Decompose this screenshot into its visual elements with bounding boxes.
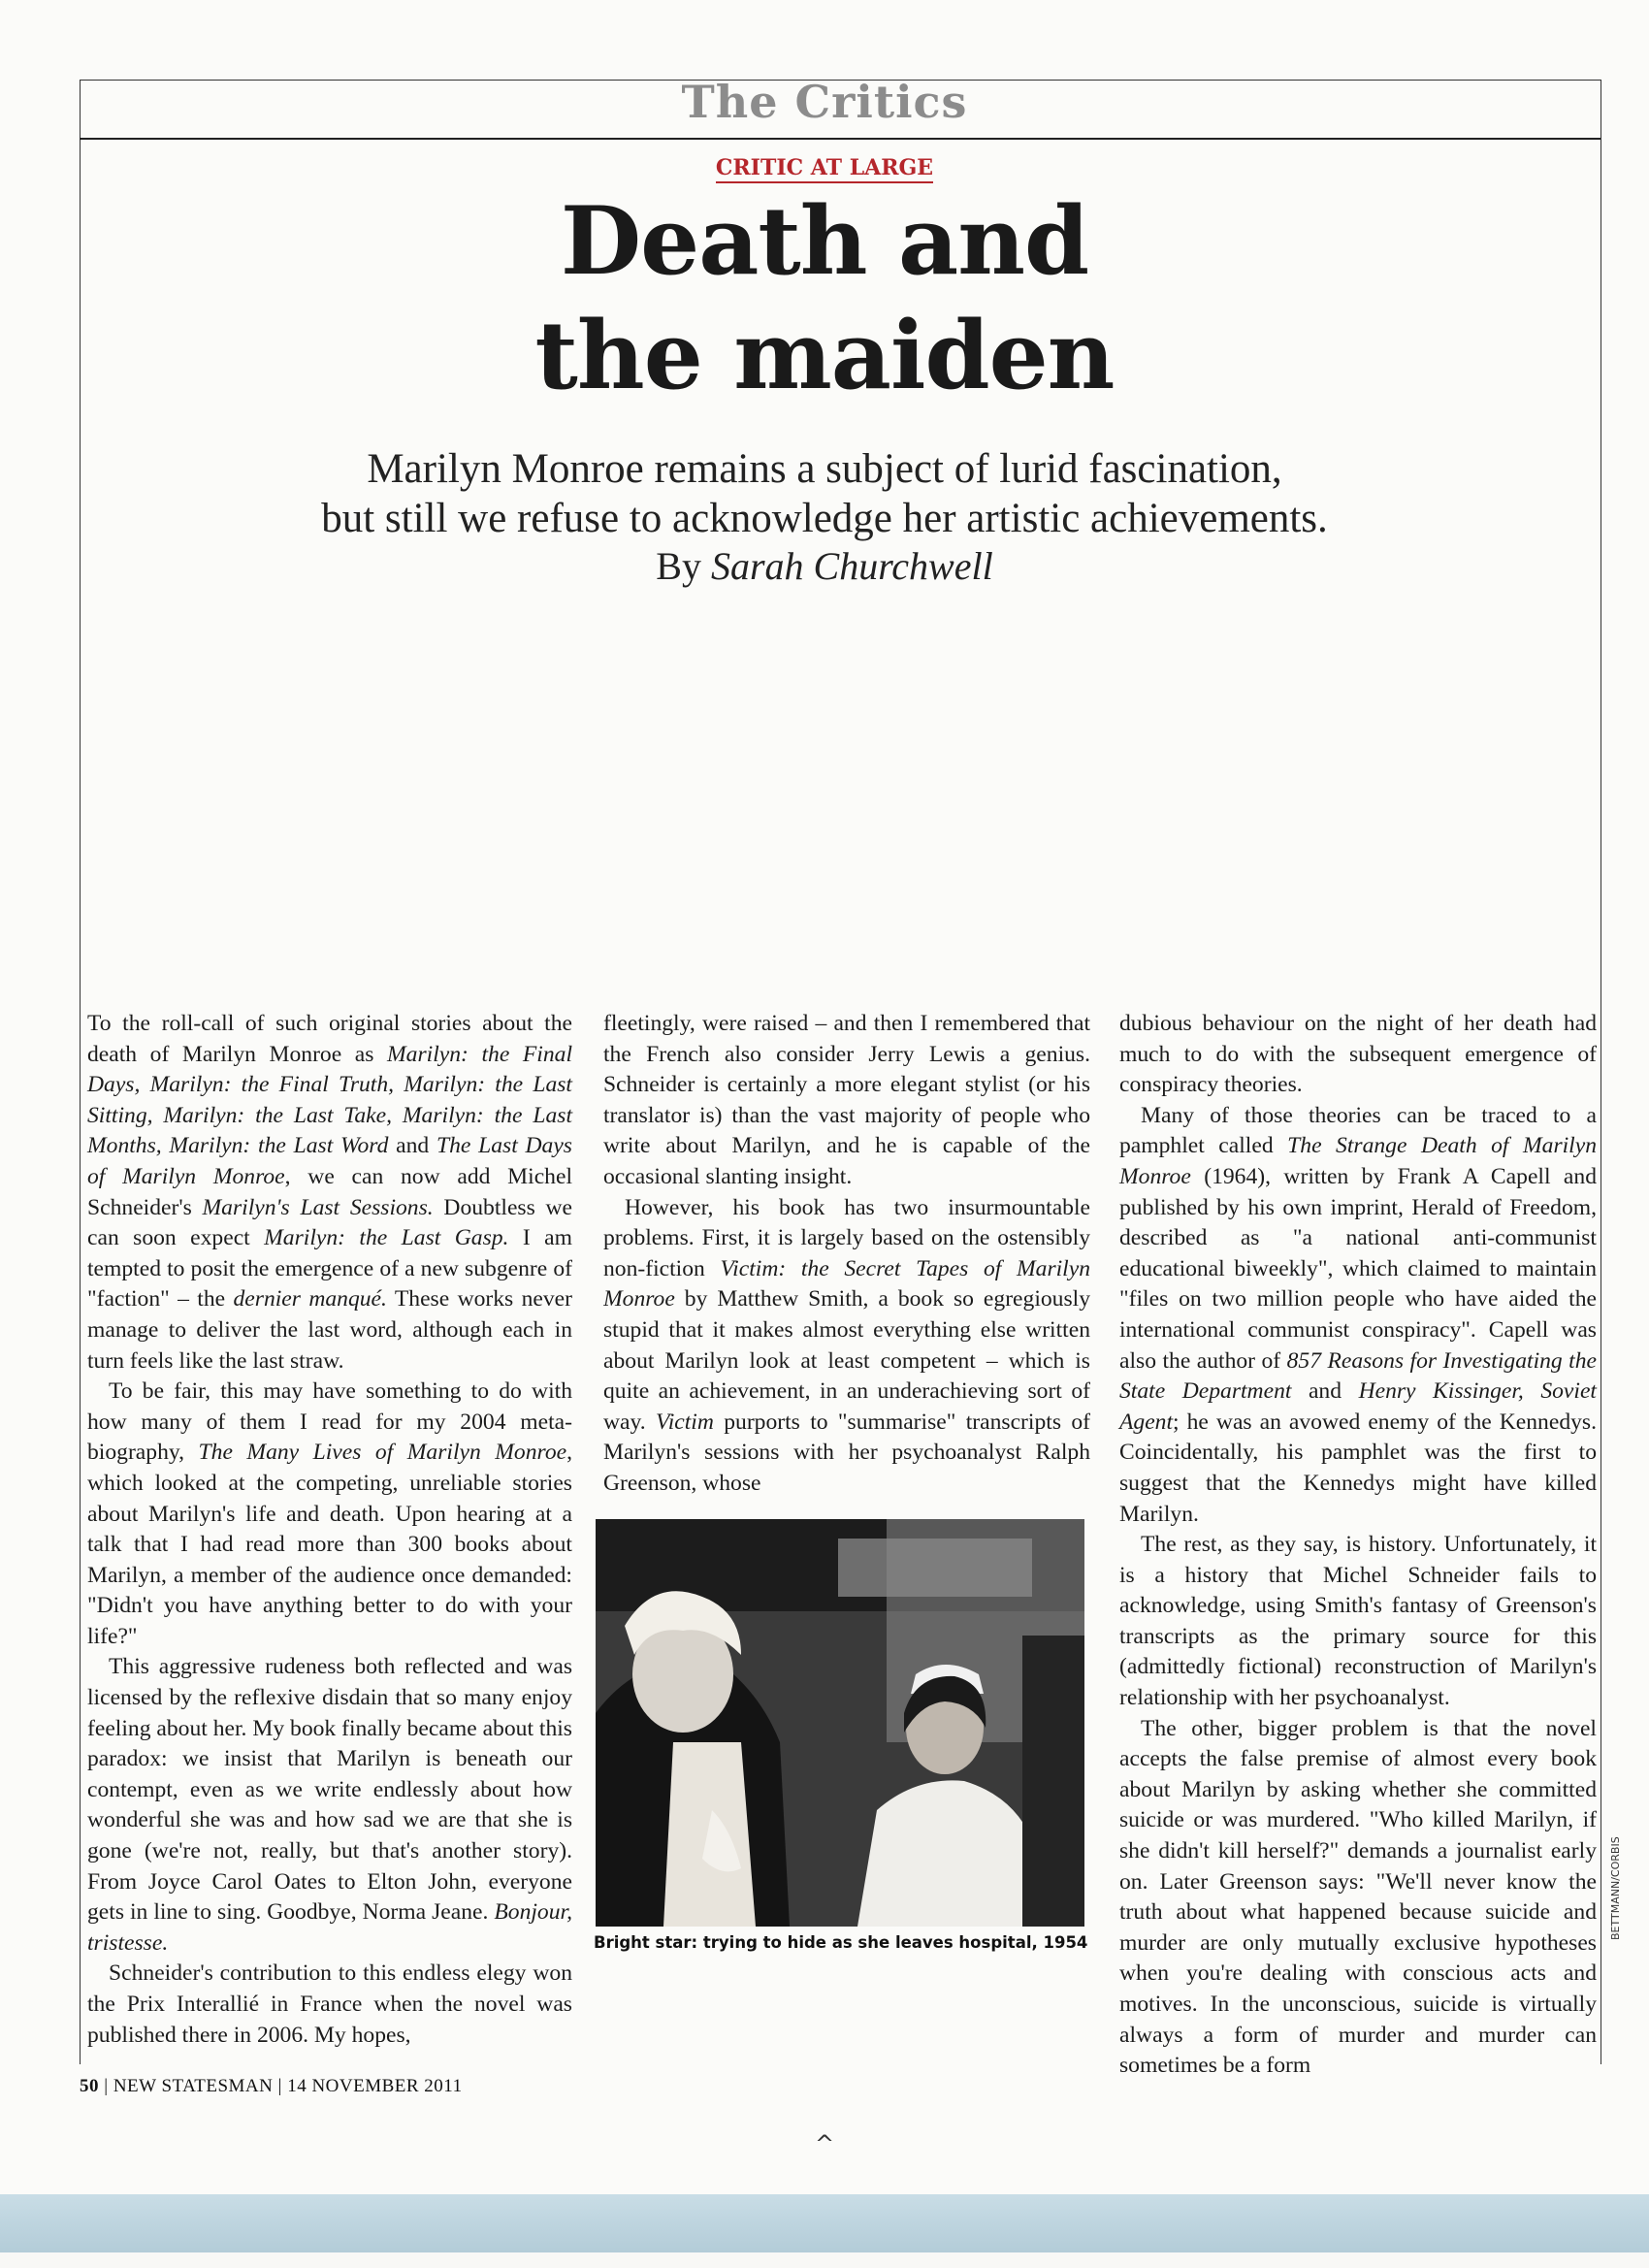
italic-title: 857 Reasons for Investigating the State Department: [1119, 1347, 1597, 1405]
italic-title: Marilyn's Last Sessions.: [202, 1194, 434, 1220]
issue-date: 14 NOVEMBER 2011: [287, 2076, 463, 2096]
text-run: fleetingly, were raised – and then I remembered that the French also consider Jerry Lewis a genius. Schneider is certainly a more elegant stylist (or his translator is) than the vast majority of people who write about Marilyn, and he is capable of the occasional slanting insight.: [603, 1011, 1090, 1189]
text-run: The rest, as they say, is history. Unfortunately, it is a history that Michel Schneider fails to acknowledge, using Smith's fantasy of Greenson's transcripts as the primary source for this (admittedly fictional) reconstruction of Marilyn's relationship with her psychoanalyst.: [1119, 1532, 1597, 1711]
text-run: ; he was an avowed enemy of the Kennedys. Coincidentally, his pamphlet was the first to suggest that the Kennedys might have killed Marilyn.: [1119, 1409, 1597, 1527]
italic-title: dernier manqué.: [233, 1286, 387, 1312]
text-run: To be fair, this may have something to do with how many of them I read for my 2004 meta-biography,: [87, 1378, 572, 1466]
italic-title: The Last Days of Marilyn Monroe: [87, 1133, 572, 1189]
italic-title: Marilyn: the Final Days, Marilyn: the Final Truth, Marilyn: the Last Sitting, Marilyn: the Last Take, Marilyn: the Last Months, Marilyn: the Last Word: [87, 1041, 573, 1159]
byline-author: Sarah Churchwell: [710, 544, 993, 588]
text-run: Schneider's contribution to this endless elegy won the Prix Interallié in France when the novel was published there in 2006. My hopes,: [87, 1960, 572, 2048]
article-paragraph: [603, 1009, 1090, 1193]
article-paragraph: [87, 1009, 572, 1377]
section-rule: [80, 138, 1600, 140]
article-paragraph: [87, 1377, 572, 1652]
article-column-1: [87, 1009, 572, 2051]
article-column-3: [1119, 1009, 1597, 2082]
article-paragraph: [603, 1193, 1090, 1494]
text-run: These works never manage to deliver the last word, although each in turn feels like the last straw.: [87, 1286, 572, 1374]
text-run: To the roll-call of such original stories about the death of Marilyn Monroe as: [87, 1011, 572, 1067]
text-run: , which looked at the competing, unreliable stories about Marilyn's life and death. Upon hearing at a talk that I had read more than 300 books about Marilyn, a member of the audience once demanded: "Didn't you have anything better to do with your life?": [87, 1440, 572, 1649]
standfirst-line: but still we refuse to acknowledge her artistic achievements.: [321, 496, 1328, 541]
italic-title: The Many Lives of Marilyn Monroe: [198, 1440, 567, 1466]
stray-pen-mark: ^: [815, 2130, 835, 2157]
text-run: The other, bigger problem is that the novel accepts the false premise of almost every book about Marilyn by asking whether she committed suicide or was murdered. "Who killed Marilyn, if she didn't kill herself?" demands a journalist early on. Later Greenson says: "We'll never know the truth about what happened because suicide and murder are only mutually exclusive hypotheses when you're dealing with conscious acts and motives. In the unconscious, suicide is virtually always a form of murder and murder can sometimes be a form: [1119, 1715, 1597, 2079]
byline: [0, 543, 1649, 589]
article-paragraph: [1119, 1101, 1597, 1530]
text-run: and: [388, 1133, 436, 1159]
text-run: However, his book has two insurmountable problems. First, it is largely based on the ostensibly non-fiction: [603, 1194, 1090, 1281]
italic-title: Victim: [656, 1409, 714, 1435]
text-run: by Matthew Smith, a book so egregiously stupid that it makes almost everything else written about Marilyn look at least competent – which is quite an achievement, in an underachieving sort of way.: [603, 1286, 1090, 1435]
headline-line: Death and: [560, 186, 1089, 296]
standfirst: [0, 444, 1649, 543]
section-title: The Critics: [681, 76, 968, 128]
italic-title: Victim: the Secret Tapes of Marilyn Monroe: [603, 1255, 1090, 1312]
italic-title: Marilyn: the Last Gasp.: [264, 1225, 509, 1251]
scanner-edge: [0, 2194, 1649, 2252]
page-footer: [80, 2076, 463, 2097]
italic-title: Henry Kissinger, Soviet Agent: [1119, 1378, 1597, 1435]
headline: [0, 184, 1649, 413]
page-number: 50: [80, 2076, 99, 2096]
photo-illustration: [596, 1519, 1084, 1927]
photo-credit: BETTMANN/CORBIS: [1609, 1836, 1622, 1940]
article-photo: [596, 1519, 1084, 1927]
article-paragraph: [1119, 1009, 1597, 1101]
text-run: dubious behaviour on the night of her death had much to do with the subsequent emergence of conspiracy theories.: [1119, 1011, 1597, 1098]
standfirst-line: Marilyn Monroe remains a subject of lurid fascination,: [367, 446, 1282, 492]
article-paragraph: [1119, 1714, 1597, 2082]
text-run: purports to "summarise" transcripts of Marilyn's sessions with her psychoanalyst Ralph Greenson, whose: [603, 1409, 1090, 1494]
italic-title: The Strange Death of Marilyn Monroe: [1119, 1133, 1598, 1189]
footer-divider: |: [277, 2076, 282, 2096]
kicker-text: CRITIC AT LARGE: [716, 155, 933, 183]
italic-title: Bonjour, tristesse.: [87, 1899, 572, 1956]
text-run: and: [1291, 1378, 1359, 1405]
kicker: [0, 155, 1649, 180]
magazine-name: NEW STATESMAN: [113, 2076, 274, 2096]
article-paragraph: [87, 1959, 572, 2051]
photo-caption: Bright star: trying to hide as she leaves hospital, 1954: [594, 1933, 1088, 1952]
byline-prefix: By: [656, 544, 701, 588]
text-run: Many of those theories can be traced to a pamphlet called: [1119, 1102, 1597, 1159]
text-run: , we can now add Michel Schneider's: [87, 1163, 573, 1220]
text-run: Doubtless we can soon expect: [87, 1194, 573, 1251]
article-column-2: [603, 1009, 1090, 1494]
footer-divider: |: [104, 2076, 109, 2096]
text-run: (1964), written by Frank A Capell and published by his own imprint, Herald of Freedom, described as "a national anti-communist educational biweekly", which claimed to maintain "files on two million people who have aided the international communist conspiracy". Capell was also the author of: [1119, 1163, 1597, 1374]
article-paragraph: [87, 1652, 572, 1959]
text-run: I am tempted to posit the emergence of a new subgenre of "faction" – the: [87, 1225, 572, 1312]
headline-line: the maiden: [534, 301, 1115, 410]
article-paragraph: [1119, 1530, 1597, 1714]
text-run: This aggressive rudeness both reflected and was licensed by the reflexive disdain that so many enjoy feeling about her. My book finally became about this paradox: we insist that Marilyn is beneath our contempt, even as we write endlessly about how wonderful she was and how sad we are that she is gone (we're not, really, but that's another story). From Joyce Carol Oates to Elton John, everyone gets in line to sing. Goodbye, Norma Jeane.: [87, 1654, 572, 1926]
